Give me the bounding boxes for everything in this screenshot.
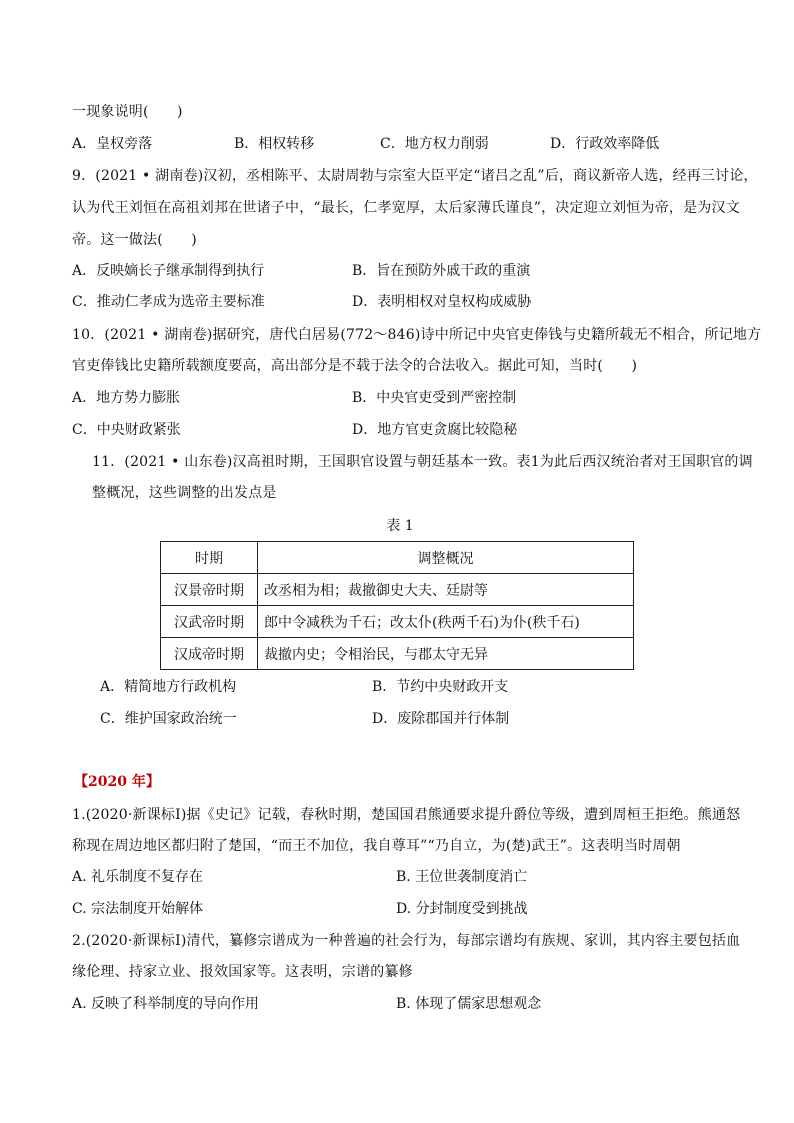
question-9-stem-line-3: 帝。这一做法( ) — [72, 232, 197, 248]
table-header-summary: 调整概况 — [258, 542, 634, 574]
table-caption: 表 1 — [386, 518, 414, 534]
q9-option-b[interactable]: B．旨在预防外戚干政的重演 — [352, 263, 531, 279]
question-9-options-row-2 — [72, 292, 752, 312]
question-11-options-row-2 — [100, 709, 780, 729]
q9-option-d[interactable]: D．表明相权对皇权构成威胁 — [352, 294, 532, 310]
q11-option-c[interactable]: C．维护国家政治统一 — [100, 711, 237, 727]
q10-option-a[interactable]: A．地方势力膨胀 — [72, 390, 181, 406]
section-title-2020: 【2020 年】 — [74, 774, 160, 790]
q10-option-b[interactable]: B．中央官吏受到严密控制 — [352, 390, 517, 406]
table-cell-period: 汉景帝时期 — [161, 574, 258, 606]
section-question-1-line-2: 称现在周边地区都归附了楚国，“而王不加位，我自尊耳”“乃自立，为(楚)武王”。这表明当时周朝 — [72, 838, 681, 854]
question-8-stem-end: 一现象说明( ) — [72, 104, 183, 120]
q8-option-a[interactable]: A．皇权旁落 — [72, 136, 153, 152]
question-9-stem-line-2: 认为代王刘恒在高祖刘邦在世诸子中，“最长，仁孝宽厚，太后家薄氏谨良”，决定迎立刘恒为帝，是为汉文 — [72, 200, 740, 216]
s1-option-d[interactable]: D. 分封制度受到挑战 — [396, 901, 528, 917]
q11-option-a[interactable]: A．精简地方行政机构 — [100, 679, 237, 695]
table-row — [161, 574, 634, 606]
section-question-2-line-1: 2.(2020·新课标Ⅰ)清代，纂修宗谱成为一种普遍的社会行为，每部宗谱均有族规、家训，其内容主要包括血 — [72, 933, 741, 949]
q8-option-b[interactable]: B．相权转移 — [234, 136, 315, 152]
q8-option-c[interactable]: C．地方权力削弱 — [380, 136, 489, 152]
section-question-2-options-row-1 — [72, 994, 752, 1014]
table-row — [161, 638, 634, 670]
s1-option-b[interactable]: B. 王位世袭制度消亡 — [396, 869, 528, 885]
s2-option-b[interactable]: B. 体现了儒家思想观念 — [396, 996, 542, 1012]
question-10-stem-line-1: 10．(2021 • 湖南卷)据研究，唐代白居易(772～846)诗中所记中央官吏俸钱与史籍所载无不相合，所记地方 — [72, 327, 762, 343]
q9-option-c[interactable]: C．推动仁孝成为选帝主要标准 — [72, 294, 265, 310]
section-question-1-line-1: 1.(2020·新课标Ⅰ)据《史记》记载，春秋时期，楚国国君熊通要求提升爵位等级，遭到周桓王拒绝。熊通怒 — [72, 807, 741, 823]
section-question-1-options-row-2 — [72, 899, 752, 919]
s2-option-a[interactable]: A. 反映了科举制度的导向作用 — [72, 996, 260, 1012]
q8-option-d[interactable]: D．行政效率降低 — [550, 136, 660, 152]
table-header-period: 时期 — [161, 542, 258, 574]
table-cell-period: 汉成帝时期 — [161, 638, 258, 670]
question-11-stem-line-1: 11．(2021 • 山东卷)汉高祖时期，王国职官设置与朝廷基本一致。表1为此后西汉统治者对王国职官的调 — [92, 454, 753, 470]
table-cell-summary: 改丞相为相；裁撤御史大夫、廷尉等 — [258, 574, 634, 606]
q11-option-d[interactable]: D．废除郡国并行体制 — [372, 711, 510, 727]
q10-option-d[interactable]: D．地方官吏贪腐比较隐秘 — [352, 422, 518, 438]
section-question-2-line-2: 缘伦理、持家立业、报效国家等。这表明，宗谱的纂修 — [72, 964, 413, 980]
table-cell-period: 汉武帝时期 — [161, 606, 258, 638]
question-11-options-row-1 — [100, 677, 780, 697]
table-header-row — [161, 542, 634, 574]
q10-option-c[interactable]: C．中央财政紧张 — [72, 422, 181, 438]
question-9-stem-line-1: 9．(2021 • 湖南卷)汉初，丞相陈平、太尉周勃与宗室大臣平定“诸吕之乱”后，商议新帝人选，经再三讨论， — [72, 168, 758, 184]
question-10-options-row-1 — [72, 388, 752, 408]
s1-option-c[interactable]: C. 宗法制度开始解体 — [72, 901, 204, 917]
q11-option-b[interactable]: B．节约中央财政开支 — [372, 679, 509, 695]
s1-option-a[interactable]: A. 礼乐制度不复存在 — [72, 869, 204, 885]
q9-option-a[interactable]: A．反映嫡长子继承制得到执行 — [72, 263, 265, 279]
table-row — [161, 606, 634, 638]
table-cell-summary: 郎中令减秩为千石；改太仆(秩两千石)为仆(秩千石) — [258, 606, 634, 638]
question-10-stem-line-2: 官吏俸钱比史籍所载额度要高，高出部分是不载于法令的合法收入。据此可知，当时( ) — [72, 358, 638, 374]
adjustment-table — [160, 541, 634, 670]
question-10-options-row-2 — [72, 420, 752, 440]
table-cell-summary: 裁撤内史；令相治民，与郡太守无异 — [258, 638, 634, 670]
question-8-options — [72, 134, 752, 154]
section-question-1-options-row-1 — [72, 867, 752, 887]
question-9-options-row-1 — [72, 261, 752, 281]
question-11-stem-line-2: 整概况，这些调整的出发点是 — [92, 485, 277, 501]
